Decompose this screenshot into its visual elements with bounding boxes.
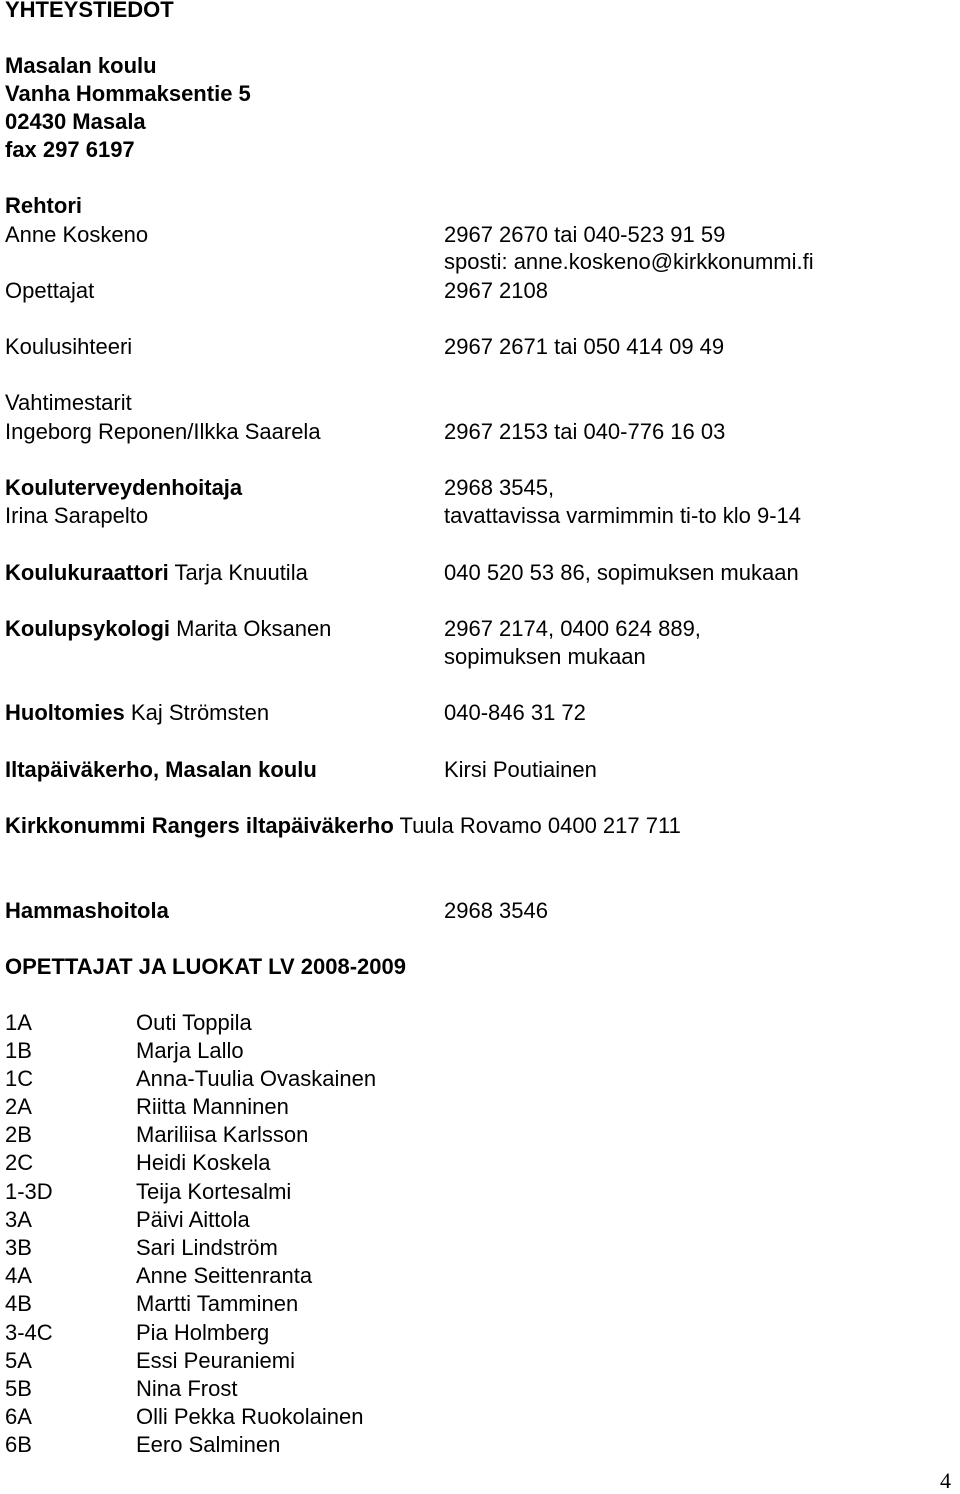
psychologist-phone: 2967 2174, 0400 624 889, [444, 616, 701, 641]
curator-name: Tarja Knuutila [174, 560, 308, 585]
caretakers-title: Vahtimestarit [5, 390, 132, 415]
secretary-label: Koulusihteeri [5, 334, 133, 359]
nurse-name: Irina Sarapelto [5, 503, 149, 528]
afternoon-club-contact: Kirsi Poutiainen [444, 757, 597, 782]
class-code: 1A [5, 1010, 32, 1035]
class-teacher: Teija Kortesalmi [136, 1179, 292, 1204]
class-teacher: Riitta Manninen [136, 1094, 289, 1119]
class-teacher: Martti Tamminen [136, 1291, 299, 1316]
curator-phone: 040 520 53 86, sopimuksen mukaan [444, 560, 799, 585]
class-teacher: Päivi Aittola [136, 1207, 250, 1232]
class-code: 6B [5, 1432, 32, 1457]
class-teacher: Mariliisa Karlsson [136, 1122, 309, 1147]
class-code: 5B [5, 1376, 32, 1401]
nurse-hours: tavattavissa varmimmin ti-to klo 9-14 [444, 503, 801, 528]
class-code: 2B [5, 1122, 32, 1147]
school-fax: fax 297 6197 [5, 137, 135, 162]
class-code: 6A [5, 1404, 32, 1429]
class-code: 2A [5, 1094, 32, 1119]
caretakers-phone: 2967 2153 tai 040-776 16 03 [444, 419, 726, 444]
caretakers-names: Ingeborg Reponen/Ilkka Saarela [5, 419, 321, 444]
class-code: 5A [5, 1348, 32, 1373]
class-code: 3-4C [5, 1320, 53, 1345]
teachers-label: Opettajat [5, 278, 95, 303]
class-code: 3A [5, 1207, 32, 1232]
maintenance-title: Huoltomies [5, 700, 125, 725]
classes-heading: OPETTAJAT JA LUOKAT LV 2008-2009 [5, 954, 406, 979]
nurse-phone: 2968 3545, [444, 475, 555, 500]
rangers-title: Kirkkonummi Rangers iltapäiväkerho [5, 813, 394, 838]
class-code: 3B [5, 1235, 32, 1260]
principal-name: Anne Koskeno [5, 222, 149, 247]
page-heading: YHTEYSTIEDOT [5, 0, 174, 22]
curator-line [5, 560, 308, 586]
psychologist-line [5, 616, 331, 642]
dental-label: Hammashoitola [5, 898, 169, 923]
class-teacher: Anne Seittenranta [136, 1263, 313, 1288]
class-teacher: Sari Lindström [136, 1235, 278, 1260]
secretary-phone: 2967 2671 tai 050 414 09 49 [444, 334, 725, 359]
class-code: 4A [5, 1263, 32, 1288]
class-code: 2C [5, 1150, 34, 1175]
class-teacher: Marja Lallo [136, 1038, 244, 1063]
class-teacher: Pia Holmberg [136, 1320, 270, 1345]
maintenance-phone: 040-846 31 72 [444, 700, 586, 725]
maintenance-line [5, 700, 269, 726]
page-number: 4 [940, 1468, 951, 1493]
class-teacher: Anna-Tuulia Ovaskainen [136, 1066, 377, 1091]
class-code: 1-3D [5, 1179, 53, 1204]
class-teacher: Eero Salminen [136, 1432, 281, 1457]
class-teacher: Nina Frost [136, 1376, 238, 1401]
nurse-title: Kouluterveydenhoitaja [5, 475, 243, 500]
rangers-contact: Tuula Rovamo 0400 217 711 [399, 813, 681, 838]
class-teacher: Heidi Koskela [136, 1150, 271, 1175]
class-code: 4B [5, 1291, 32, 1316]
psychologist-title: Koulupsykologi [5, 616, 170, 641]
psychologist-name: Marita Oksanen [176, 616, 332, 641]
psychologist-note: sopimuksen mukaan [444, 644, 646, 669]
teachers-phone: 2967 2108 [444, 278, 548, 303]
school-postal: 02430 Masala [5, 109, 146, 134]
class-code: 1B [5, 1038, 32, 1063]
principal-phone: 2967 2670 tai 040-523 91 59 [444, 222, 726, 247]
class-teacher: Essi Peuraniemi [136, 1348, 295, 1373]
class-teacher: Olli Pekka Ruokolainen [136, 1404, 364, 1429]
school-street: Vanha Hommaksentie 5 [5, 81, 251, 106]
school-name: Masalan koulu [5, 53, 157, 78]
afternoon-club-title: Iltapäiväkerho, Masalan koulu [5, 757, 317, 782]
rangers-line [5, 813, 681, 839]
principal-email: sposti: anne.koskeno@kirkkonummi.fi [444, 249, 814, 274]
principal-title: Rehtori [5, 193, 82, 218]
dental-phone: 2968 3546 [444, 898, 548, 923]
class-teacher: Outi Toppila [136, 1010, 252, 1035]
maintenance-name: Kaj Strömsten [130, 700, 270, 725]
curator-title: Koulukuraattori [5, 560, 169, 585]
class-code: 1C [5, 1066, 34, 1091]
